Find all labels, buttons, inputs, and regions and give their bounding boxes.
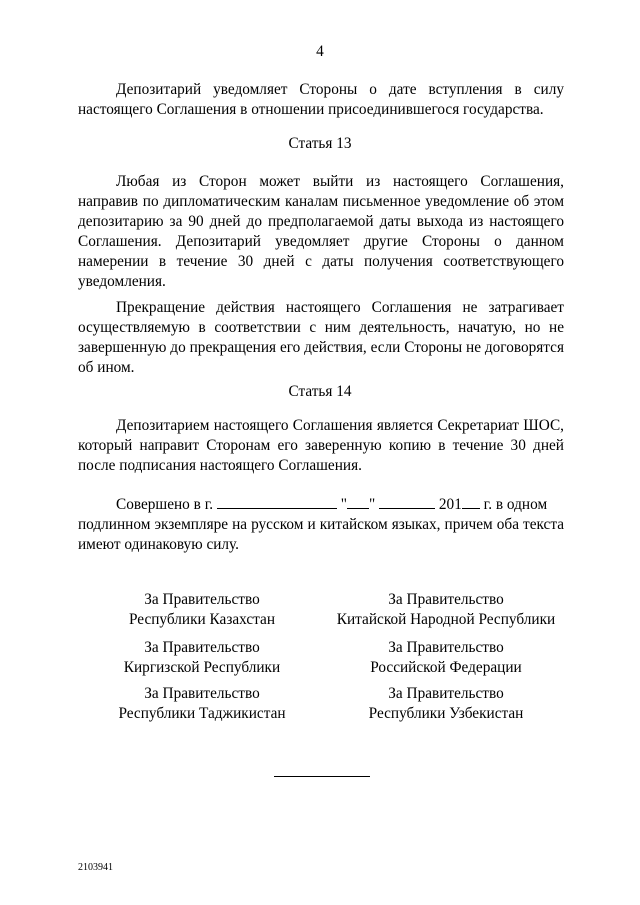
quote-open: " [340, 496, 347, 513]
year-suffix-text: г. в одном [483, 496, 548, 513]
signature-block-china [316, 590, 576, 630]
article-13-body [78, 172, 564, 378]
signature-line-2: Киргизской Республики [123, 659, 281, 676]
city-blank [217, 494, 337, 509]
signature-line-1: За Правительство [144, 685, 260, 702]
signature-line-1: За Правительство [388, 639, 504, 656]
article-14-body [78, 416, 564, 476]
document-id: 2103941 [78, 862, 113, 873]
signature-line-2: Российской Федерации [370, 659, 522, 676]
signature-line-1: За Правительство [388, 591, 504, 608]
signature-block-kazakhstan [72, 590, 332, 630]
signature-line-2: Республики Узбекистан [368, 705, 524, 722]
quote-close: " [368, 496, 376, 513]
signature-block-russia [316, 638, 576, 678]
signature-line-1: За Правительство [144, 639, 260, 656]
year-blank [462, 494, 480, 509]
signature-block-kyrgyzstan [72, 638, 332, 678]
closing-rest-text: подлинном экземпляре на русском и китайском языках, причем оба текста имеют одинаковую силу. [78, 516, 564, 553]
article-14-paragraph-1: Депозитарием настоящего Соглашения является Секретариат ШОС, который направит Сторонам его заверенную копию в течение 30 дней после подписания настоящего Соглашения. [78, 417, 564, 474]
end-rule [274, 776, 370, 777]
article-13-paragraph-1: Любая из Сторон может выйти из настоящего Соглашения, направив по дипломатическим каналам письменное уведомление об этом депозитарию за 90 дней до предполагаемой даты выхода из настоящего Соглашения. Депозитарий уведомляет другие Стороны о данном намерении в течение 30 дней с даты получения соответствующего уведомления. [78, 173, 564, 290]
year-prefix: 201 [438, 496, 462, 513]
day-blank [347, 494, 369, 509]
signature-line-2: Республики Таджикистан [118, 705, 286, 722]
article-13-heading: Статья 13 [288, 135, 352, 152]
signature-line-1: За Правительство [388, 685, 504, 702]
done-in-text: Совершено в г. [116, 496, 214, 513]
signature-line-2: Китайской Народной Республики [336, 611, 556, 628]
page-number: 4 [316, 43, 324, 60]
month-blank [379, 494, 435, 509]
article-13-paragraph-2: Прекращение действия настоящего Соглашения не затрагивает осуществляемую в соответствии с ним деятельность, начатую, но не завершенную до прекращения его действия, если Стороны не договорятся об ином. [78, 299, 564, 376]
closing-paragraph [78, 494, 564, 555]
intro-text: Депозитарий уведомляет Стороны о дате вступления в силу настоящего Соглашения в отношении присоединившегося государства. [78, 81, 564, 118]
article-14-heading: Статья 14 [288, 383, 352, 400]
signature-block-tajikistan [72, 684, 332, 724]
signature-block-uzbekistan [316, 684, 576, 724]
intro-paragraph [78, 80, 564, 120]
closing-first-line [78, 494, 564, 515]
signature-line-1: За Правительство [144, 591, 260, 608]
signature-line-2: Республики Казахстан [128, 611, 276, 628]
